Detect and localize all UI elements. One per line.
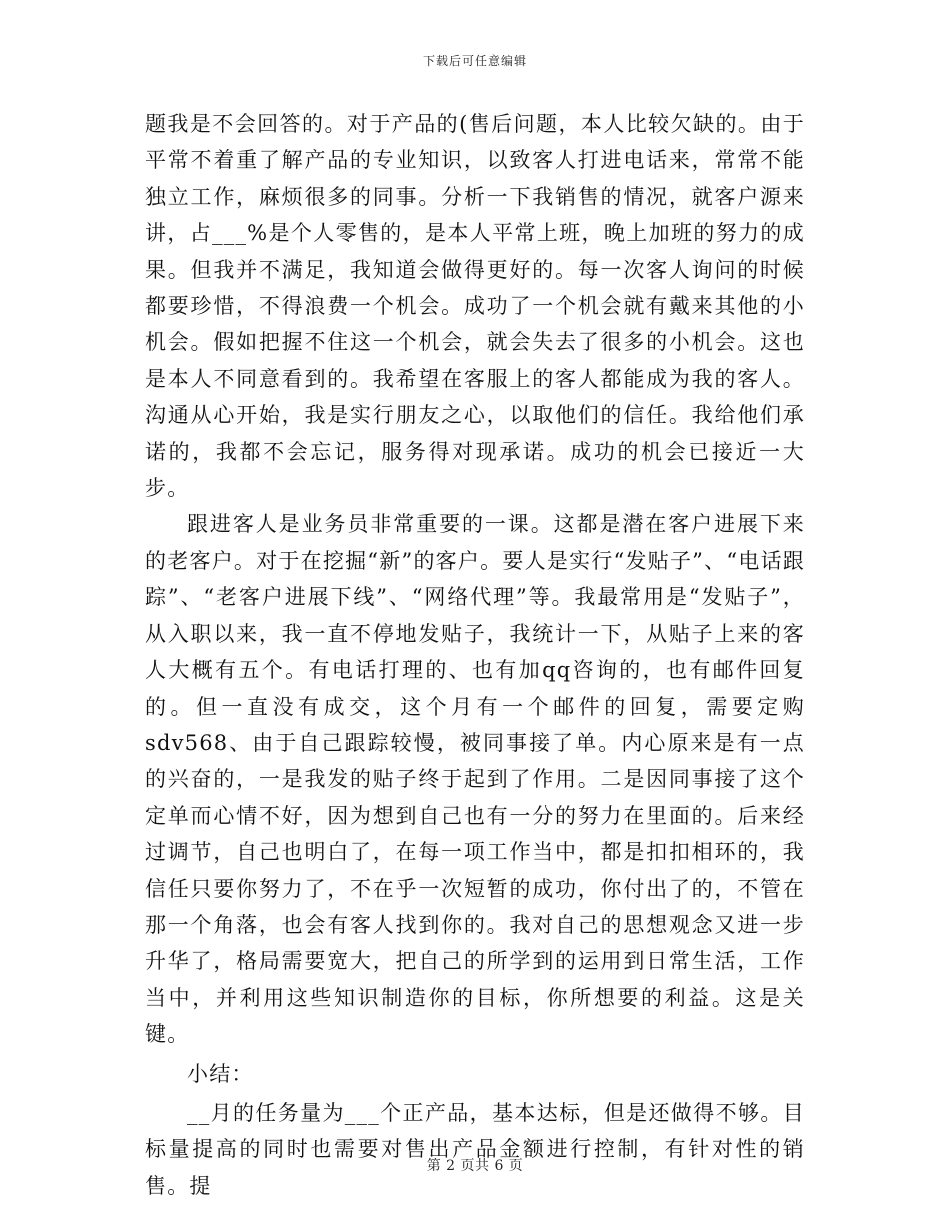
section-heading-summary: 小结： <box>187 1061 254 1086</box>
document-body <box>145 106 805 1204</box>
paragraph-follow-up: 跟进客人是业务员非常重要的一课。这都是潜在客户进展下来的老客户。对于在挖掘“新”的客户。要人是实行“发贴子”、“电话跟踪”、“老客户进展下线”、“网络代理”等。我最常用是“发贴子”，从入职以来，我一直不停地发贴子，我统计一下，从贴子上来的客人大概有五个。有电话打理的、也有加qq咨询的，也有邮件回复的。但一直没有成交，这个月有一个邮件的回复，需要定购sdv568、由于自己跟踪较慢，被同事接了单。内心原来是有一点的兴奋的，一是我发的贴子终于起到了作用。二是因同事接了这个定单而心情不好，因为想到自己也有一分的努力在里面的。后来经过调节，自己也明白了，在每一项工作当中，都是扣扣相环的，我信任只要你努力了，不在乎一次短暂的成功，你付出了的，不管在那一个角落，也会有客人找到你的。我对自己的思想观念又进一步升华了，格局需要宽大，把自己的所学到的运用到日常生活，工作当中，并利用这些知识制造你的目标，你所想要的利益。这是关键。 <box>145 512 805 1047</box>
paragraph-summary: __月的任务量为___个正产品，基本达标，但是还做得不够。目标量提高的同时也需要对售出产品金额进行控制，有针对性的销售。提 <box>145 1100 805 1198</box>
page-header: 下载后可任意编辑 <box>422 54 527 68</box>
page-number: 第 2 页共 6 页 <box>426 1158 524 1174</box>
paragraph-continued: 题我是不会回答的。对于产品的(售后问题，本人比较欠缺的。由于平常不着重了解产品的专业知识，以致客人打进电话来，常常不能独立工作，麻烦很多的同事。分析一下我销售的情况，就客户源来讲，占___%是个人零售的，是本人平常上班，晚上加班的努力的成果。但我并不满足，我知道会做得更好的。每一次客人询问的时候都要珍惜，不得浪费一个机会。成功了一个机会就有戴来其他的小机会。假如把握不住这一个机会，就会失去了很多的小机会。这也是本人不同意看到的。我希望在客服上的客人都能成为我的客人。沟通从心开始，我是实行朋友之心，以取他们的信任。我给他们承诺的，我都不会忘记，服务得对现承诺。成功的机会已接近一大步。 <box>145 112 805 501</box>
